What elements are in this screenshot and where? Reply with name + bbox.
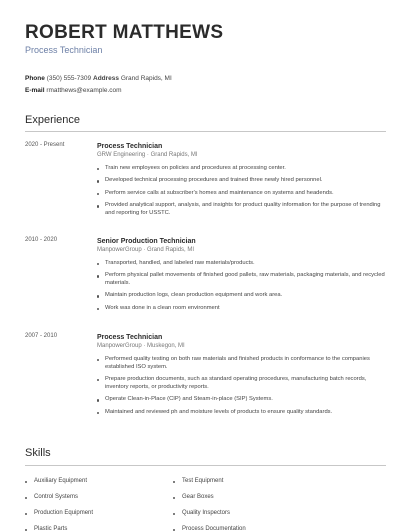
skill-item: Auxiliary Equipment [25, 478, 87, 484]
skill-item: Quality Inspectors [173, 510, 230, 516]
skill-item: Control Systems [25, 494, 78, 500]
address-label: Address [93, 75, 120, 82]
job-dates: 2007 - 2010 [25, 333, 58, 339]
job-bullet: Operate Clean-in-Place (CIP) and Steam-in-place (SIP) Systems. [97, 396, 385, 404]
job-bullet: Work was done in a clean room environment [97, 305, 385, 313]
job-bullet: Developed technical processing procedures and trained three newly hired personnel. [97, 177, 385, 185]
job-company: ManpowerGroup · Grand Rapids, MI [97, 247, 195, 253]
job-title: Process Technician [97, 334, 163, 341]
experience-heading: Experience [25, 114, 81, 126]
phone-line [25, 75, 91, 82]
job-bullet: Perform physical pallet movements of finished good pallets, raw materials, packaging materials, and recycled materials. [97, 272, 385, 287]
candidate-name: ROBERT MATTHEWS [25, 22, 224, 43]
job-company: GRW Engineering · Grand Rapids, MI [97, 152, 198, 158]
address-line [93, 75, 172, 82]
job-bullet: Train new employees on policies and procedures at processing center. [97, 165, 385, 173]
job-bullet: Maintain production logs, clean production equipment and work area. [97, 292, 385, 300]
job-title: Process Technician [97, 143, 163, 150]
job-bullet: Maintained and reviewed ph and moisture levels of products to ensure quality standards. [97, 409, 385, 417]
job-bullet: Transported, handled, and labeled raw materials/products. [97, 260, 385, 268]
job-bullet: Perform service calls at subscriber's homes and maintenance on systems and headends. [97, 190, 385, 198]
job-details [97, 333, 385, 421]
skill-item: Gear Boxes [173, 494, 214, 500]
job-title: Senior Production Technician [97, 238, 196, 245]
email-line [25, 87, 122, 94]
skills-heading: Skills [25, 447, 51, 459]
phone-label: Phone [25, 75, 45, 82]
skill-item: Process Documentation [173, 526, 246, 532]
job-bullets [97, 165, 385, 218]
job-bullet: Performed quality testing on both raw materials and finished products in conformance to the companies established ISO system. [97, 356, 385, 371]
job-bullet: Prepare production documents, such as standard operating procedures, manufacturing batch records, inventory reports, or productivity reports. [97, 376, 385, 391]
email-label: E-mail [25, 87, 45, 94]
job-details [97, 142, 385, 222]
address-value: Grand Rapids, MI [120, 75, 172, 82]
skill-item: Plastic Parts [25, 526, 67, 532]
job-dates: 2020 - Present [25, 142, 65, 148]
skills-divider [25, 465, 386, 466]
candidate-title: Process Technician [25, 45, 103, 55]
job-company: ManpowerGroup · Muskegon, MI [97, 343, 185, 349]
experience-divider [25, 131, 386, 132]
job-dates: 2010 - 2020 [25, 237, 58, 243]
skill-item: Production Equipment [25, 510, 93, 516]
email-value: rmatthews@example.com [46, 87, 122, 94]
job-bullets [97, 356, 385, 416]
job-details [97, 237, 385, 317]
job-bullets [97, 260, 385, 313]
job-bullet: Provided analytical support, analysis, and insights for product quality information for the purpose of trending and reporting for USSTC. [97, 202, 385, 217]
skill-item: Test Equipment [173, 478, 223, 484]
phone-value: (350) 555-7309 [46, 75, 92, 82]
